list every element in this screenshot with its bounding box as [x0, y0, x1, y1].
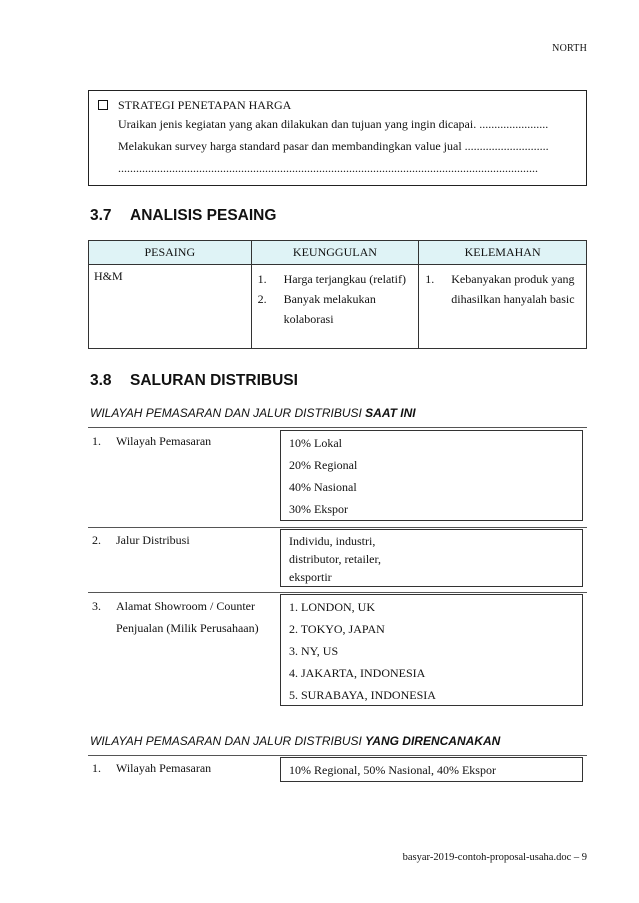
- subtitle-emphasis: SAAT INI: [365, 406, 416, 420]
- value-line: eksportir: [289, 570, 332, 584]
- list-number: 2.: [257, 292, 267, 306]
- value-line: 3. NY, US: [289, 644, 339, 658]
- divider: [88, 527, 587, 528]
- item-number: 1.: [92, 434, 101, 448]
- list-item: [258, 289, 415, 329]
- section-title: ANALISIS PESAING: [130, 207, 277, 224]
- subtitle-text: WILAYAH PEMASARAN DAN JALUR DISTRIBUSI: [90, 734, 366, 748]
- value-line: 1. LONDON, UK: [289, 600, 375, 614]
- table-header-row: [89, 241, 587, 265]
- list-item: [258, 269, 415, 289]
- value-line: 40% Nasional: [289, 480, 357, 494]
- item-label-line: Alamat Showroom / Counter: [116, 599, 255, 613]
- page-header: NORTH: [552, 43, 587, 54]
- item-label: Wilayah Pemasaran: [116, 434, 212, 448]
- pricing-strategy-title: STRATEGI PENETAPAN HARGA: [118, 97, 292, 112]
- subtitle-text: WILAYAH PEMASARAN DAN JALUR DISTRIBUSI: [90, 406, 366, 420]
- value-line: 20% Regional: [289, 458, 358, 472]
- table-row: [89, 265, 587, 349]
- list-text: Harga terjangkau (relatif): [283, 272, 406, 286]
- item-label: [116, 595, 259, 639]
- distribution-item-label: [92, 529, 190, 551]
- list-number: 1.: [257, 272, 267, 286]
- value-line: 5. SURABAYA, INDONESIA: [289, 688, 436, 702]
- subtitle-emphasis: YANG DIRENCANAKAN: [365, 734, 501, 748]
- distribution-item-label: [92, 595, 259, 639]
- table-header-cell: KELEMAHAN: [419, 241, 587, 265]
- item-number: 1.: [92, 761, 101, 775]
- marketing-area-box: [280, 430, 583, 521]
- value-line: 10% Regional, 50% Nasional, 40% Ekspor: [289, 763, 496, 777]
- page-footer: basyar-2019-contoh-proposal-usaha.doc – 9: [402, 852, 587, 863]
- item-label-line: Penjualan (Milik Perusahaan): [116, 621, 259, 635]
- competitor-table: [88, 240, 587, 349]
- showroom-address-box: [280, 594, 583, 706]
- advantages-cell: [251, 265, 419, 349]
- section-number: 3.8: [90, 372, 112, 389]
- divider: [88, 755, 587, 756]
- value-line: 10% Lokal: [289, 436, 342, 450]
- divider: [88, 427, 587, 428]
- pricing-strategy-line-1: Uraikan jenis kegiatan yang akan dilakukan dan tujuan yang ingin dicapai. .......................: [118, 117, 549, 131]
- pricing-strategy-box: [88, 90, 587, 186]
- list-text: Banyak melakukan kolaborasi: [283, 292, 376, 326]
- section-number: 3.7: [90, 207, 112, 224]
- section-heading-3-7: [90, 207, 276, 225]
- table-header-cell: PESAING: [89, 241, 252, 265]
- pricing-strategy-line-2: Melakukan survey harga standard pasar dan membandingkan value jual ............................: [118, 139, 549, 153]
- item-label: Wilayah Pemasaran: [116, 761, 212, 775]
- current-distribution-subtitle: [90, 406, 416, 420]
- item-number: 3.: [92, 599, 101, 613]
- distribution-channel-box: [280, 529, 583, 587]
- checkbox-icon: [98, 100, 108, 110]
- distribution-item-label: [92, 430, 211, 452]
- list-item: [425, 269, 582, 309]
- value-line: 30% Ekspor: [289, 502, 348, 516]
- competitor-name: H&M: [89, 265, 252, 349]
- section-title: SALURAN DISTRIBUSI: [130, 372, 298, 389]
- table-header-cell: KEUNGGULAN: [251, 241, 419, 265]
- pricing-strategy-line-3: ............................................................................................................................................: [118, 161, 538, 175]
- distribution-item-label: [92, 757, 211, 779]
- item-label: Jalur Distribusi: [116, 533, 190, 547]
- item-number: 2.: [92, 533, 101, 547]
- planned-marketing-area-box: [280, 757, 583, 782]
- value-line: 4. JAKARTA, INDONESIA: [289, 666, 426, 680]
- value-line: 2. TOKYO, JAPAN: [289, 622, 385, 636]
- list-text: Kebanyakan produk yang dihasilkan hanyalah basic: [451, 272, 575, 306]
- value-line: Individu, industri,: [289, 534, 376, 548]
- weaknesses-cell: [419, 265, 587, 349]
- value-line: distributor, retailer,: [289, 552, 382, 566]
- divider: [88, 592, 587, 593]
- list-number: 1.: [425, 272, 435, 286]
- section-heading-3-8: [90, 372, 298, 390]
- planned-distribution-subtitle: [90, 734, 500, 748]
